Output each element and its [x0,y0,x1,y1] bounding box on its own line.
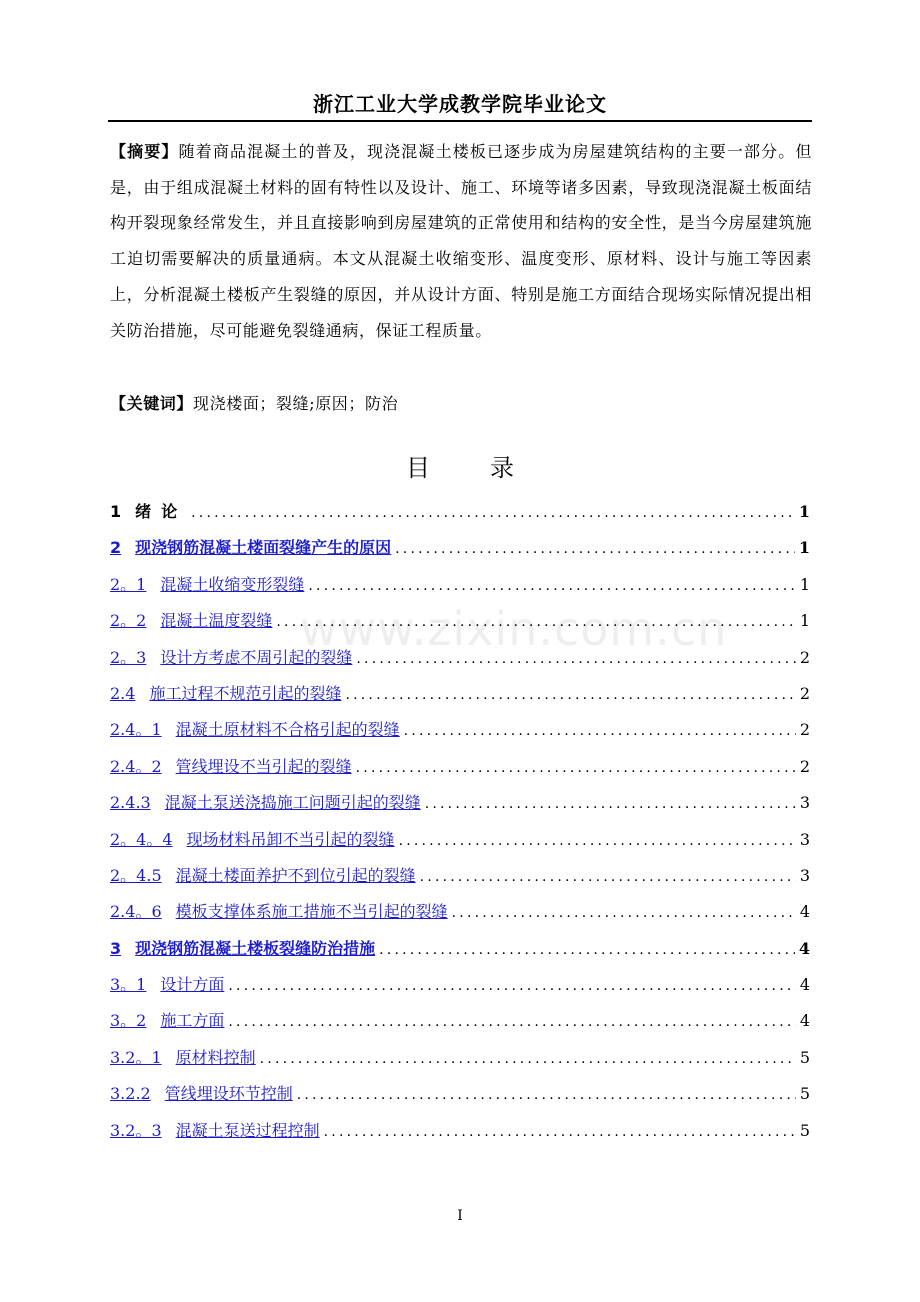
watermark-text: www.zixin.com.cn [300,602,728,656]
toc-entry[interactable] [110,858,810,894]
toc-entry[interactable] [110,931,810,967]
keywords-label: 【关键词】 [110,394,194,413]
toc-entry-number: 2。4。4 [110,829,173,849]
toc-entry-page: 5 [799,1084,810,1104]
toc-entry-page: 2 [799,720,810,740]
toc-entry-number: 2。2 [110,611,147,631]
toc-entry-page: 1 [798,502,810,521]
toc-entry-title: 混凝土原材料不合格引起的裂缝 [175,720,400,740]
toc-entry-number: 2。3 [110,647,147,667]
toc-dot-leader [276,604,795,640]
toc-entry-page: 2 [799,647,810,667]
toc-dot-leader [399,823,796,859]
keywords-text: 现浇楼面；裂缝;原因；防治 [193,394,399,413]
toc-dot-leader [260,1041,796,1077]
toc-entry-number: 2。4.5 [110,865,162,885]
toc-dot-leader [297,1077,796,1113]
toc-entry-title: 混凝土收缩变形裂缝 [160,574,305,594]
toc-entry-page: 3 [799,793,810,813]
toc-entry-title: 施工方面 [160,1011,225,1031]
toc-entry[interactable] [110,967,810,1003]
toc-dot-leader [379,932,795,968]
toc-entry[interactable] [110,567,810,603]
running-header-title: 浙江工业大学成教学院毕业论文 [313,92,607,116]
toc-entry-title: 设计方面 [160,975,225,995]
toc-entry[interactable] [110,712,810,748]
toc-entry[interactable] [110,1113,810,1149]
toc-entry-title: 设计方考虑不周引起的裂缝 [160,647,353,667]
toc-entry[interactable] [110,530,810,566]
toc-entry-title: 绪论 [135,502,188,521]
toc-dot-leader [395,531,795,567]
toc-dot-leader [356,641,795,677]
abstract-label: 【摘要】 [110,142,179,161]
toc-entry-title: 现场材料吊卸不当引起的裂缝 [186,829,395,849]
toc-dot-leader [191,495,795,531]
toc-entry[interactable] [110,603,810,639]
toc-entry[interactable] [110,822,810,858]
header-rule [108,120,812,122]
toc-entry-title: 混凝土楼面养护不到位引起的裂缝 [175,865,416,885]
abstract-text: 随着商品混凝土的普及，现浇混凝土楼板已逐步成为房屋建筑结构的主要一部分。但是，由于组成混凝土材料的固有特性以及设计、施工、环境等诸多因素，导致现浇混凝土板面结构开裂现象经常发生，并且直接影响到房屋建筑的正常使用和结构的安全性，是当今房屋建筑施工迫切需要解决的质量通病。本文从混凝土收缩变形、温度变形、原材料、设计与施工等因素上，分析混凝土楼板产生裂缝的原因，并从设计方面、特别是施工方面结合现场实际情况提出相关防治措施，尽可能避免裂缝通病，保证工程质量。 [110,142,812,340]
toc-entry-title: 混凝土温度裂缝 [160,611,273,631]
toc-entry-page: 4 [799,902,810,922]
toc-entry-number: 2.4。2 [110,756,162,776]
toc-entry[interactable] [110,1076,810,1112]
toc-entry-title: 混凝土泵送过程控制 [175,1120,320,1140]
toc-entry-number: 1 [110,502,122,521]
toc-entry[interactable] [110,894,810,930]
toc-entry-page: 4 [799,1011,810,1031]
toc-entry-number: 2.4。1 [110,720,162,740]
toc-entry-page: 1 [799,574,810,594]
toc-dot-leader [324,1114,796,1150]
toc-entry-number: 3.2。1 [110,1047,162,1067]
toc-entry-page: 1 [799,611,810,631]
toc-entry-page: 1 [798,538,810,558]
toc-entry[interactable] [110,640,810,676]
toc-entry[interactable] [110,749,810,785]
toc-entry-number: 3。2 [110,1011,147,1031]
toc-entry-title: 混凝土泵送浇捣施工问题引起的裂缝 [164,793,421,813]
toc-title: 目录 [406,454,574,482]
toc-dot-leader [308,568,795,604]
toc-entry-page: 2 [799,756,810,776]
toc-entry-page: 4 [799,975,810,995]
toc-dot-leader [356,750,796,786]
toc-entry-number: 2.4.3 [110,793,151,813]
toc-entry[interactable] [110,676,810,712]
toc-entry-title: 现浇钢筋混凝土楼板裂缝防治措施 [135,938,376,958]
toc-dot-leader [345,677,795,713]
toc-entry-number: 2 [110,538,122,558]
toc-dot-leader [404,713,796,749]
table-of-contents [110,494,810,1149]
toc-entry-number: 3 [110,938,122,958]
toc-entry-number: 3.2.2 [110,1084,151,1104]
toc-entry-title: 现浇钢筋混凝土楼面裂缝产生的原因 [135,538,392,558]
toc-entry[interactable] [110,785,810,821]
toc-entry-number: 2.4。6 [110,902,162,922]
keywords-line [110,389,398,419]
toc-entry[interactable] [110,1003,810,1039]
toc-entry-number: 2.4 [110,683,136,703]
toc-entry-title: 管线埋设不当引起的裂缝 [175,756,352,776]
toc-entry-title: 模板支撑体系施工措施不当引起的裂缝 [175,902,448,922]
toc-entry-page: 5 [799,1120,810,1140]
toc-entry-title: 管线埋设环节控制 [164,1084,293,1104]
toc-entry-number: 2。1 [110,574,147,594]
toc-dot-leader [425,786,796,822]
toc-entry[interactable] [110,494,810,530]
toc-entry-number: 3。1 [110,975,147,995]
abstract-paragraph [110,134,812,348]
toc-entry-page: 2 [799,683,810,703]
toc-entry-page: 4 [798,938,810,958]
toc-entry-title: 施工过程不规范引起的裂缝 [149,683,342,703]
toc-dot-leader [452,895,796,931]
toc-entry-page: 3 [799,865,810,885]
toc-entry-title: 原材料控制 [175,1047,256,1067]
toc-entry[interactable] [110,1040,810,1076]
toc-dot-leader [228,968,795,1004]
toc-entry-page: 5 [799,1047,810,1067]
toc-entry-number: 3.2。3 [110,1120,162,1140]
page-number: I [457,1208,463,1224]
toc-dot-leader [420,859,796,895]
toc-entry-page: 3 [799,829,810,849]
toc-dot-leader [228,1004,795,1040]
